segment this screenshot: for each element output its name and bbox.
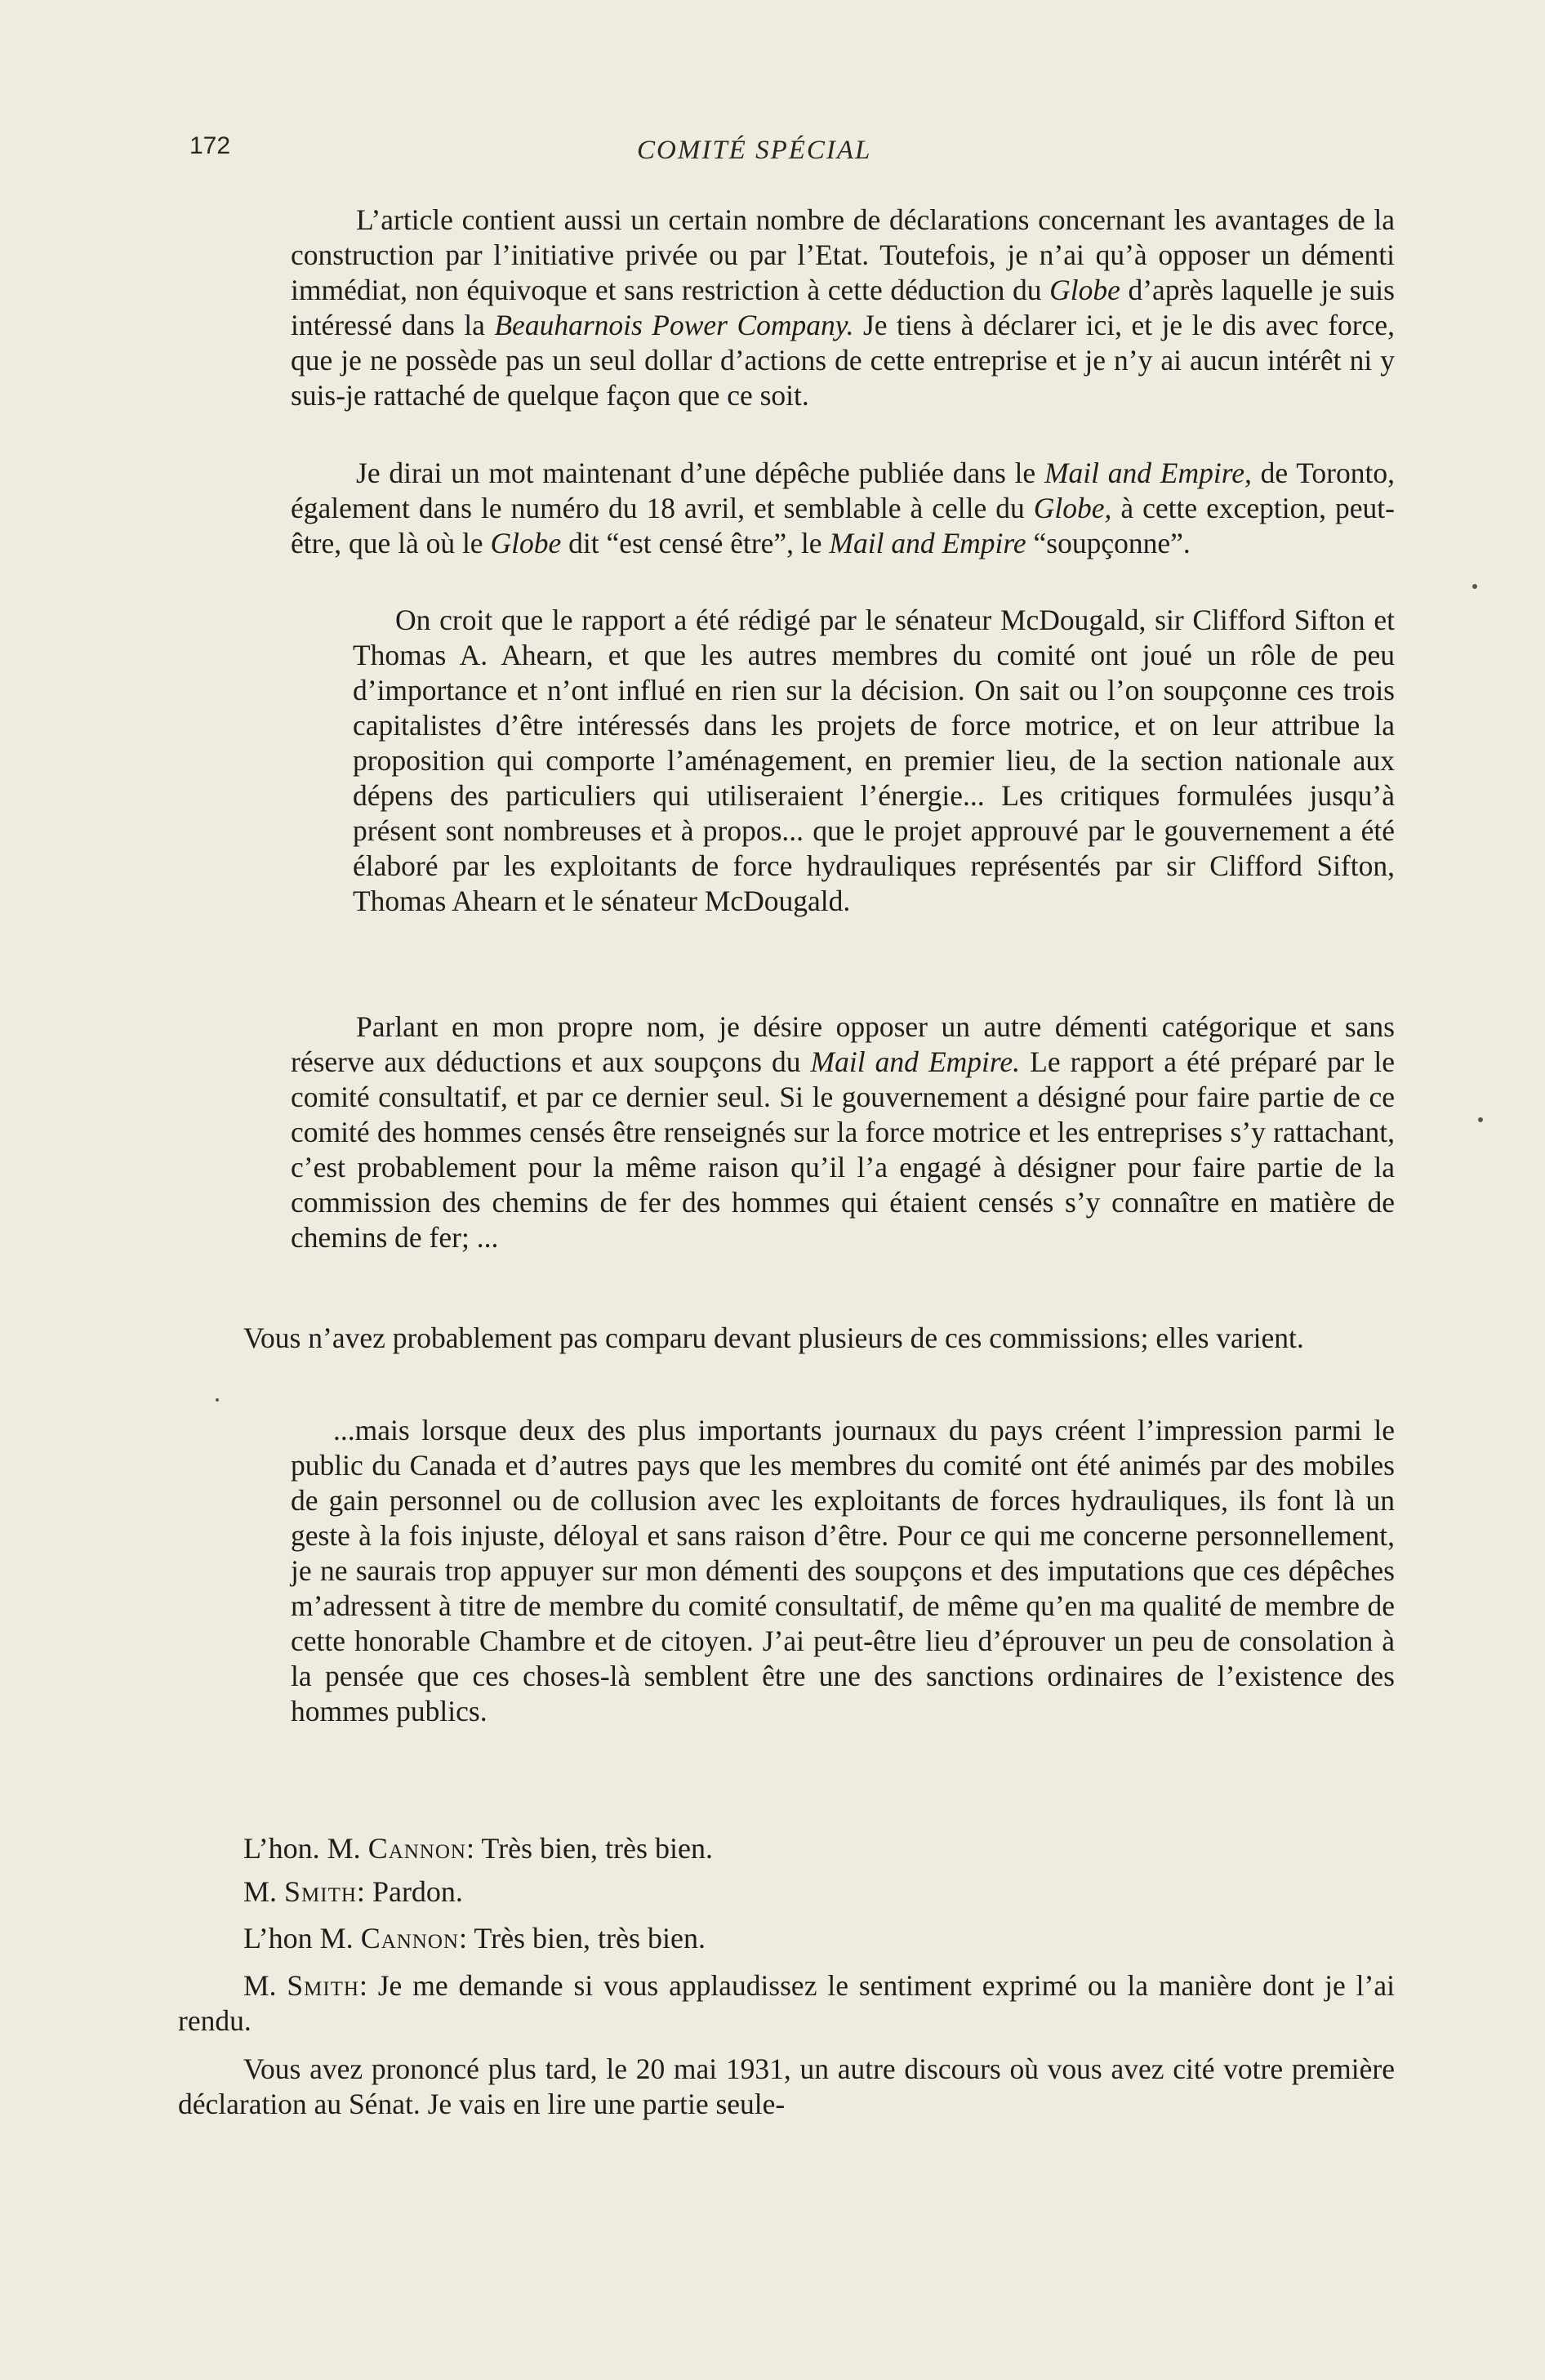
speaker-title: M. xyxy=(243,1969,287,2002)
quote-paragraph-4: ...mais lorsque deux des plus importants journaux du pays créent l’impression parmi le public du Canada et d’autres pays que les membres du comité ont été animés par des mobiles de gain personnel ou de collusion avec les exploitants de forces hydrauliques, ils font là un geste à la fois injuste, déloyal et sans raison d’être. Pour ce qui me concerne personnellement, je ne saurais trop appuyer sur mon démenti des soupçons et des imputations que ces dépêches m’adressent à titre de membre du comité consultatif, de même qu’en ma qualité de membre de cette honorable Chambre et de citoyen. J’ai peut-être lieu d’éprouver un peu de consolation à la pensée que ces choses-là semblent être une des sanctions ordinaires de l’existence des hommes publics. xyxy=(291,1414,1395,1727)
speaker-name: Cannon xyxy=(367,1832,466,1865)
text-run: de Toronto, également dans le numéro du 18 avril, et semblable à celle du xyxy=(291,457,1395,524)
dialogue-line-cannon xyxy=(243,1921,706,1956)
text-run: L’article contient aussi un certain nombre de déclarations concernant les avantages de la construction par l’initiative privée ou par l’Etat. Toutefois, je n’ai qu’à opposer un démenti immédiat, non équivoque et sans restriction à cette déduction du xyxy=(291,203,1395,306)
text-run: “soupçonne”. xyxy=(1026,527,1191,559)
body-paragraph-1: Vous n’avez probablement pas comparu devant plusieurs de ces commissions; elles varient. xyxy=(243,1321,1304,1354)
italic-mail-and-empire: Mail and Empire. xyxy=(810,1045,1021,1078)
scan-speck xyxy=(216,1398,219,1402)
text-run: Parlant en mon propre nom, je désire opposer un autre démenti catégorique et sans réserve aux déductions et aux soupçons du xyxy=(291,1010,1395,1078)
quote-paragraph-1 xyxy=(291,203,1395,413)
dialogue-line-smith xyxy=(178,1968,1395,2039)
italic-globe: Globe xyxy=(1049,274,1120,306)
text-run: Je dirai un mot maintenant d’une dépêche publiée dans le xyxy=(356,457,1044,489)
speaker-name: Smith xyxy=(287,1969,359,2002)
speaker-title: M. xyxy=(243,1875,285,1908)
speaker-title: L’hon. M. xyxy=(243,1832,368,1865)
nested-quote: On croit que le rapport a été rédigé par le sénateur McDougald, sir Clifford Sifton et Thomas A. Ahearn, et que les autres membres du comité ont joué un rôle de peu d’importance et n’ont influé en rien sur la décision. On sait ou l’on soupçonne ces trois capitalistes d’être intéressés dans les projets de force motrice, et on leur attribue la proposition qui comporte l’aménagement, en premier lieu, de la section nationale aux dépens des particuliers qui utiliseraient l’énergie... Les critiques formulées jusqu’à présent sont nombreuses et à propos... que le projet approuvé par le gouvernement a été élaboré par les exploitants de force hydrauliques représentés par sir Clifford Sifton, Thomas Ahearn et le sénateur McDougald. xyxy=(353,604,1395,917)
quote-paragraph-3 xyxy=(291,1009,1395,1255)
speaker-name: Smith xyxy=(284,1875,357,1908)
text-run: d’après laquelle je suis intéressé dans la xyxy=(291,274,1395,341)
dialogue-line-smith xyxy=(243,1874,463,1910)
text-run: Le rapport a été préparé par le comité consultatif, et par ce dernier seul. Si le gouvernement a désigné pour faire partie de ce comité des hommes censés être renseignés sur la force motrice et les entreprises s’y rattachant, c’est probablement pour la même raison qu’il l’a engagé à désigner pour faire partie de la commission des chemins de fer des hommes qui étaient censés s’y connaître en matière de chemins de fer; ... xyxy=(291,1045,1395,1254)
italic-globe: Globe, xyxy=(1033,492,1112,524)
quote-paragraph-2 xyxy=(291,456,1395,561)
page-number: 172 xyxy=(189,132,231,159)
speech-text: Pardon. xyxy=(364,1875,463,1908)
speaker-colon: : xyxy=(356,1875,365,1908)
dialogue-line-cannon xyxy=(243,1831,713,1866)
speech-text: Je me demande si vous applaudissez le sentiment exprimé ou la manière dont je l’ai rendu. xyxy=(178,1969,1395,2037)
speaker-colon: : xyxy=(358,1969,367,2002)
italic-mail-and-empire: Mail and Empire, xyxy=(1044,457,1252,489)
speaker-colon: : xyxy=(458,1922,467,1954)
body-paragraph-2: Vous avez prononcé plus tard, le 20 mai 1931, un autre discours où vous avez cité votre première déclaration au Sénat. Je vais en lire une partie seule- xyxy=(178,2052,1395,2120)
speech-text: Très bien, très bien. xyxy=(467,1922,706,1954)
speaker-name: Cannon xyxy=(360,1922,459,1954)
speech-text: Très bien, très bien. xyxy=(474,1832,713,1865)
italic-company-name: Beauharnois Power Company. xyxy=(494,309,854,341)
text-run: à cette exception, peut-être, que là où le xyxy=(291,492,1395,559)
text-run: dit “est censé être”, le xyxy=(561,527,830,559)
speaker-colon: : xyxy=(465,1832,474,1865)
italic-mail-and-empire: Mail and Empire xyxy=(829,527,1026,559)
running-title: COMITÉ SPÉCIAL xyxy=(637,136,872,165)
text-run: Je tiens à déclarer ici, et je le dis avec force, que je ne possède pas un seul dollar d’actions de cette entreprise et je n’y ai aucun intérêt ni y suis-je rattaché de quelque façon que ce soit. xyxy=(291,309,1396,412)
scan-speck xyxy=(1472,584,1477,589)
scan-speck xyxy=(1478,1117,1483,1122)
speaker-title: L’hon M. xyxy=(243,1922,361,1954)
italic-globe: Globe xyxy=(490,527,562,559)
